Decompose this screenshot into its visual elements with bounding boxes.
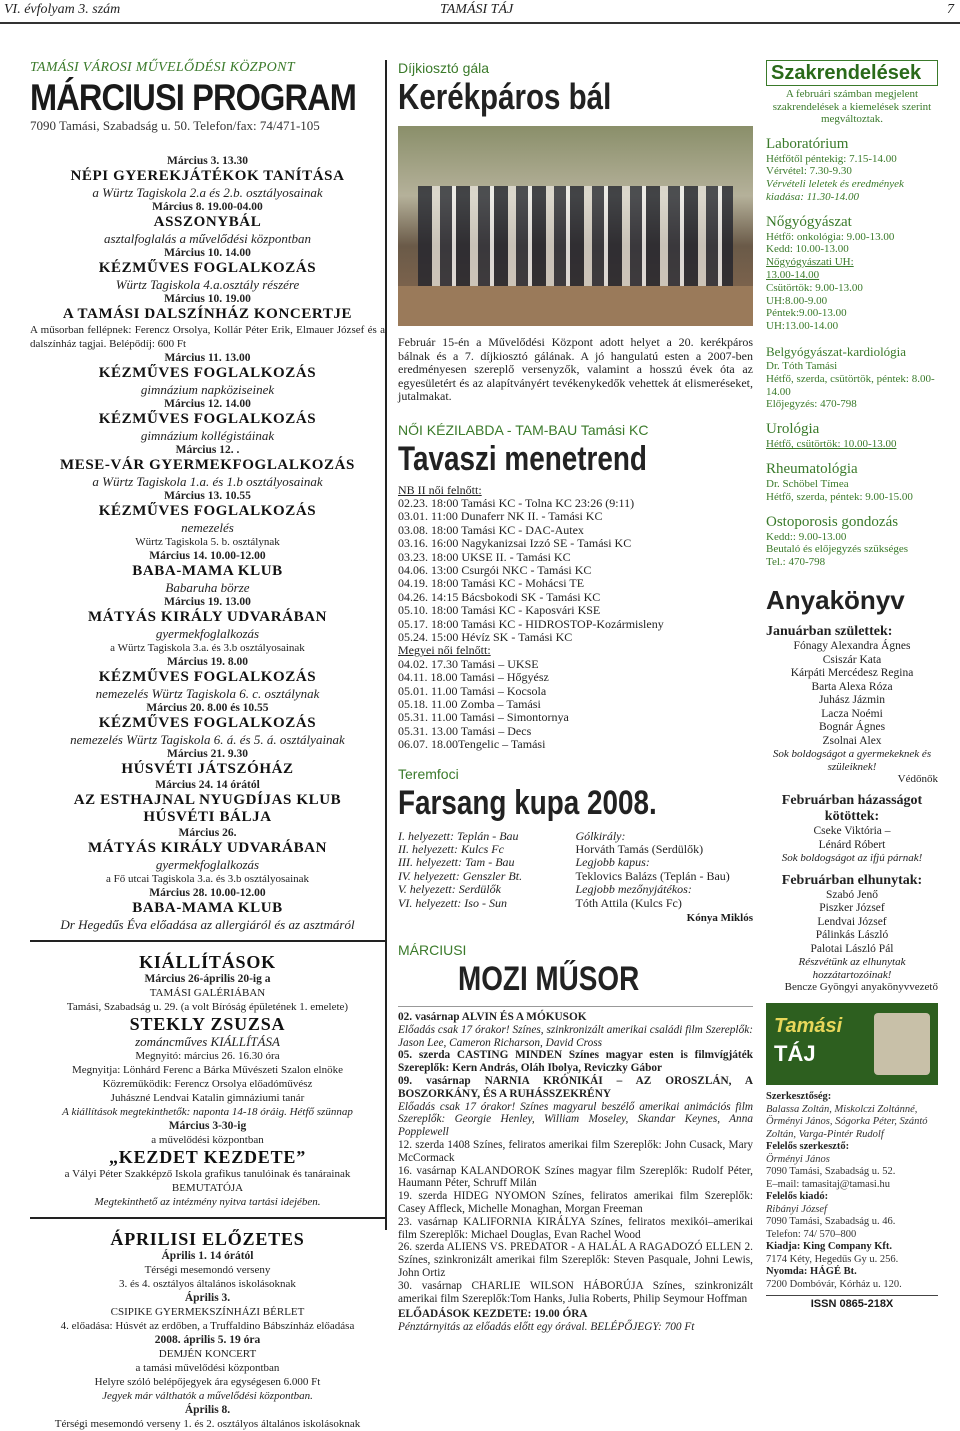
- clinic-hours: [766, 438, 938, 451]
- event-sub: Würtz Tagiskola 5. b. osztálynak: [135, 536, 280, 548]
- event-date: Március 20. 8.00 és 10.55: [146, 702, 269, 714]
- event-sub: nemezelés: [181, 520, 234, 535]
- match-row: 05.31. 13.00 Tamási – Decs: [398, 723, 532, 738]
- clinic-box: [766, 60, 938, 86]
- event-sub: gyermekfoglalkozás: [155, 857, 260, 872]
- event-sub: a Vályi Péter Szakképző Iskola grafikus tanulóinak és tanárainak: [64, 1168, 351, 1180]
- hours-line: UH:13.00-14.00: [766, 320, 839, 333]
- clinic-heading: Nőgyógyászat: [766, 213, 852, 230]
- event-date: Április 3.: [184, 1292, 231, 1304]
- marriages-wish: Sok boldogságot az ifjú párnak!: [781, 852, 923, 865]
- film-title: 30. vasárnap CHARLIE WILSON HÁBORÚJA Színes, szinkronizált amerikai film Szereplők:Tom Hanks, Julia Roberts, Philip Seymour Hoffman: [398, 1279, 753, 1305]
- event-title: MÁTYÁS KIRÁLY UDVARÁBAN: [87, 840, 328, 856]
- film-title: 02. vasárnap ALVIN ÉS A MÓKUSOK: [398, 1011, 587, 1024]
- hours-line: Kedd:: 9.00-13.00: [766, 530, 847, 543]
- imp-value: 7200 Dombóvár, Kórház u. 120.: [766, 1278, 902, 1290]
- births-list: [766, 640, 938, 748]
- hours-line: Péntek:9.00-13.00: [766, 307, 847, 320]
- name-line: Lacza Noémi: [821, 707, 883, 720]
- match-row: 04.02. 17.30 Tamási – UKSE: [398, 656, 539, 671]
- event-sub: Tamási, Szabadság u. 29. (a volt Bíróság épületének 1. emelete): [66, 1001, 349, 1013]
- event-title: KÉZMŰVES FOGLALKOZÁS: [98, 715, 317, 731]
- hours-line: Csütörtök: 9.00-13.00: [766, 281, 863, 294]
- event-date: Március 10. 19.00: [164, 293, 251, 305]
- film-title: 23. vasárnap KALIFORNIA KIRÁLYA Színes, feliratos mexikói–amerikai film Szereplők: Michael Douglas, Evan Rachel Wood: [398, 1215, 753, 1241]
- placement: IV. helyezett: Genszler Bt.: [398, 868, 523, 883]
- award-value: Tóth Attila (Kulcs Fc): [575, 895, 682, 910]
- clinic-hours: [766, 478, 938, 504]
- april-heading: ÁPRILISI ELŐZETES: [110, 1229, 305, 1249]
- event-sub: asztalfoglalás a művelődési központban: [104, 231, 311, 246]
- match-row: 03.01. 11:00 Dunaferr NK II. - Tamási KC: [398, 509, 603, 524]
- event-date: Március 3-30-ig: [168, 1120, 247, 1132]
- event-sub: Térségi mesemondó verseny: [144, 1264, 271, 1276]
- logo-text: TÁJ: [774, 1041, 816, 1067]
- hours-line: Vérvételi leletek és eredmények kiadása: 11.30-14.00: [766, 178, 904, 203]
- gala-title: Kerékpáros bál: [398, 76, 612, 117]
- clinic-heading: Laboratórium: [766, 135, 849, 152]
- event-sub: CSIPIKE GYERMEKSZÍNHÁZI BÉRLET: [110, 1306, 305, 1318]
- imp-value: Örményi János: [766, 1153, 830, 1165]
- match-row: 06.07. 18.00Tengelic – Tamási: [398, 737, 546, 752]
- name-line: Barta Alexa Róza: [811, 680, 893, 693]
- match-row: 04.06. 13:00 Csurgói NKC - Tamási KC: [398, 562, 592, 577]
- imp-value: E–mail: tamasitaj@tamasi.hu: [766, 1178, 890, 1190]
- handball-title: Tavaszi menetrend: [398, 439, 647, 478]
- futsal-author: Kónya Miklós: [686, 912, 753, 925]
- magazine-title: TAMÁSI TÁJ: [440, 2, 514, 17]
- gala-label: Díjkiosztó gála: [398, 60, 490, 76]
- clinic-heading: Rheumatológia: [766, 461, 858, 478]
- match-row: 03.23. 18:00 UKSE II. - Tamási KC: [398, 549, 571, 564]
- event-date: 2008. április 5. 19 óra: [154, 1334, 261, 1346]
- name-line: Kárpáti Mercédesz Regina: [790, 667, 914, 680]
- event-title: „KEZDET KEZDETE”: [108, 1147, 307, 1167]
- program-title: MÁRCIUSI PROGRAM: [30, 77, 356, 118]
- hours-line: 13.00-14.00: [766, 269, 820, 282]
- imp-label: Nyomda: HÁGÉ Bt.: [766, 1266, 857, 1278]
- event-title: KÉZMŰVES FOGLALKOZÁS: [98, 260, 317, 276]
- name-line: Lénárd Róbert: [818, 838, 886, 851]
- event-sub: BEMUTATÓJA: [171, 1182, 244, 1194]
- cinema-label: MÁRCIUSI: [398, 942, 467, 959]
- event-title: HÚSVÉTI JÁTSZÓHÁZ: [121, 761, 294, 777]
- name-line: Csiszár Kata: [822, 653, 882, 666]
- event-title: BABA-MAMA KLUB: [132, 900, 283, 916]
- event-title: STEKLY ZSUZSA: [129, 1014, 286, 1034]
- imp-value: 7090 Tamási, Szabadság u. 46.: [766, 1216, 896, 1228]
- match-row: 05.24. 15:00 Hévíz SK - Tamási KC: [398, 629, 573, 644]
- header-divider: [0, 22, 960, 24]
- gala-caption: Február 15-én a Művelődési Központ adott helyet a 20. kerékpáros bálnak és a 7. díjkiosztó gálának. A jó hangulatú esten a 2007-ben eredményesen szereplő versenyzők, valamint a hosszú évek óta az egyesületért és az alapítványért tevékenykedők vehettek át elismeréseket, jutalmakat.: [398, 335, 753, 403]
- event-sub: Helyre szóló belépőjegyek ára egységesen 6.000 Ft: [94, 1376, 321, 1388]
- placement: III. helyezett: Tam - Bau: [398, 855, 515, 870]
- page-header: [0, 0, 960, 22]
- match-row: 04.26. 14:15 Bácsbokodi SK - Tamási KC: [398, 589, 601, 604]
- event-sub: zománcműves KIÁLLÍTÁSA: [135, 1034, 280, 1049]
- clinic-heading: Urológia: [766, 421, 820, 438]
- event-sub: DEMJÉN KONCERT: [158, 1348, 257, 1360]
- hours-line: Tel.: 470-798: [766, 556, 826, 569]
- event-date: Március 10. 14.00: [164, 247, 251, 259]
- hours-line: Beutaló és előjegyzés szükséges: [766, 543, 909, 556]
- org-name: TAMÁSI VÁROSI MŰVELŐDÉSI KÖZPONT: [30, 60, 295, 75]
- imp-value: Ribányi József: [766, 1203, 827, 1215]
- event-date: Március 8. 19.00-04.00: [152, 201, 263, 213]
- event-sub: a Würtz Tagiskola 2.a és 2.b. osztályosainak: [92, 185, 323, 200]
- match-row: 05.18. 11.00 Zomba – Tamási: [398, 697, 541, 711]
- event-title: A TAMÁSI DALSZÍNHÁZ KONCERTJE: [62, 306, 353, 322]
- event-sub: nemezelés Würtz Tagiskola 6. á. és 5. á. osztályainak: [70, 732, 345, 747]
- placement: V. helyezett: Serdülők: [398, 882, 501, 897]
- logo-text: Tamási: [774, 1015, 843, 1038]
- magazine-logo: [766, 1003, 938, 1085]
- event-date: Március 11. 13.00: [164, 352, 251, 364]
- event-title: ASSZONYBÁL: [153, 214, 262, 230]
- event-sub: A műsorban fellépnek: Ferencz Orsolya, Kollár Péter Erik, Elmauer József és a dalszínház tagjai. Belépődíj: 600 Ft: [30, 324, 385, 350]
- clinic-heading: Belgyógyászat-kardiológia: [766, 344, 907, 360]
- hours-line: Dr. Tóth Tamási: [766, 360, 838, 373]
- hours-line: Hétfő: onkológia: 9.00-13.00: [766, 230, 895, 243]
- award-value: Horváth Tamás (Serdülők): [575, 842, 704, 857]
- event-title: AZ ESTHAJNAL NYUGDÍJAS KLUB: [73, 792, 342, 808]
- event-sub: gimnázium kollégistáinak: [140, 428, 275, 443]
- name-line: Palotai László Pál: [810, 942, 894, 955]
- event-sub: A kiállítások megtekinthetők: naponta 14-18 óráig. Hétfő szünnap: [62, 1106, 353, 1118]
- cinema-title: MOZI MŰSOR: [458, 960, 640, 999]
- match-row: 05.31. 11.00 Tamási – Simontornya: [398, 710, 569, 725]
- imp-label: Kiadja: King Company Kft.: [766, 1241, 893, 1253]
- event-date: Március 24. 14 órától: [155, 779, 260, 791]
- film-title: 05. szerda CASTING MINDEN Színes magyar esten is filmvígjáték Szereplők: Kern András, Oláh Ibolya, Reviczky Gábor: [398, 1049, 753, 1075]
- schedule-heading: NB II női felnőtt:: [398, 482, 482, 497]
- event-title: HÚSVÉTI BÁLJA: [143, 809, 272, 825]
- name-line: Pálinkás László: [815, 929, 889, 942]
- exhibitions-heading: KIÁLLÍTÁSOK: [139, 952, 276, 972]
- cinema-program: [398, 1011, 753, 1334]
- event-title: KÉZMŰVES FOGLALKOZÁS: [98, 411, 317, 427]
- event-title: MESE-VÁR GYERMEKFOGLALKOZÁS: [60, 457, 355, 473]
- exhibitions: [30, 952, 385, 1209]
- clinic-heading: Ostoporosis gondozás: [766, 513, 899, 530]
- imp-value: 7174 Kéty, Hegedűs Gy u. 256.: [766, 1253, 899, 1265]
- event-date: Március 19. 13.00: [164, 596, 251, 608]
- event-date: Március 12. 14.00: [164, 398, 251, 410]
- film-title: 09. vasárnap NARNIA KRÓNIKÁI – AZ OROSZLÁN, A BOSZORKÁNY, ÉS A RUHÁSSZEKRÉNY: [398, 1075, 753, 1100]
- clinic-title: Szakrendelések: [771, 62, 922, 84]
- march-program-column: [30, 60, 385, 1430]
- impressum: [766, 1091, 938, 1291]
- issn: ISSN 0865-218X: [766, 1295, 938, 1310]
- hours-line: Előjegyzés: 470-798: [766, 398, 857, 411]
- page-number: 7: [947, 2, 954, 17]
- film-title: 19. szerda HIDEG NYOMON Színes, feliratos amerikai film Szereplők: Casey Affleck, Michelle Monaghan, Morgan Freeman: [398, 1190, 753, 1216]
- match-row: 03.16. 16:00 Nagykanizsai Izzó SE - Tamási KC: [398, 536, 632, 551]
- marriages-heading: Februárban házasságot kötöttek:: [781, 793, 923, 825]
- event-sub: Közreműködik: Ferencz Orsolya előadóművész: [102, 1078, 313, 1090]
- event-date: Április 8.: [184, 1404, 231, 1416]
- imp-label: Szerkesztőség:: [766, 1091, 832, 1103]
- schedule-heading: Megyei női felnőtt:: [398, 643, 491, 658]
- event-sub: a művelődési központban: [151, 1134, 264, 1146]
- event-date: Március 13. 10.55: [164, 490, 251, 502]
- hours-line: Hétfő, szerda, csütörtök, péntek: 8.00-14.00: [766, 372, 935, 398]
- clinic-hours: [766, 153, 938, 204]
- event-title: KÉZMŰVES FOGLALKOZÁS: [98, 669, 317, 685]
- hours-line: Hétfő, szerda, péntek: 9.00-15.00: [766, 490, 913, 503]
- imp-value: 7090 Tamási, Szabadság u. 52.: [766, 1166, 896, 1178]
- handball-schedule: [398, 484, 753, 752]
- match-row: 05.17. 18:00 Tamási KC - HIDROSTOP-Kozármisleny: [398, 616, 664, 631]
- event-sub: 4. előadása: Húsvét az erdőben, a Truffaldino Bábszínház előadása: [60, 1320, 355, 1332]
- births-heading: Januárban születtek:: [766, 624, 893, 640]
- deaths-wish: Részvétünk az elhunytak hozzátartozóinak!: [798, 956, 906, 981]
- name-line: Juhász Jázmin: [818, 694, 886, 707]
- imp-value: Balassa Zoltán, Miskolczi Zoltánné, Örményi János, Sógorka Péter, Szántó Zoltán, Varga-Pintér Rudolf: [766, 1103, 928, 1140]
- match-row: 04.19. 18:00 Tamási KC - Mohácsi TE: [398, 576, 585, 591]
- event-sub: a Würtz Tagiskola 3.a. és 3.b osztályosainak: [110, 642, 305, 654]
- name-line: Fónagy Alexandra Ágnes: [793, 640, 911, 653]
- clinic-intro: A februári számban megjelent szakrendelések a kiemelések szerint megváltoztak.: [772, 88, 932, 125]
- deaths-heading: Februárban elhunytak:: [781, 872, 923, 888]
- film-info: Előadás csak 17 órakor! Színes, szinkronizált amerikai családi film Szereplők: Jason Lee, Cameron Richarson, David Cross: [398, 1023, 753, 1049]
- film-title: 26. szerda ALIENS VS. PREDATOR - A HALÁL A RAGADOZÓ ELLEN 2. Színes, szinkronizált amerikai film Szereplők: Steven Pasquale, Johni Lewis, John Ortiz: [398, 1241, 753, 1279]
- deaths-signature: Bencze Gyöngyi anyakönyvvezető: [784, 981, 938, 994]
- event-title: KÉZMŰVES FOGLALKOZÁS: [98, 365, 317, 381]
- event-sub: Megnyitó: március 26. 16.30 óra: [135, 1050, 280, 1062]
- match-row: 05.10. 18:00 Tamási KC - Kaposvári KSE: [398, 603, 601, 618]
- match-row: 03.08. 18:00 Tamási KC - DAC-Autex: [398, 522, 584, 537]
- org-address: 7090 Tamási, Szabadság u. 50. Telefon/fax: 74/471-105: [30, 118, 320, 133]
- issue-label: VI. évfolyam 3. szám: [4, 2, 121, 17]
- hours-line: UH:8.00-9.00: [766, 294, 828, 307]
- event-date: Március 19. 8.00: [167, 656, 248, 668]
- name-line: Bognár Ágnes: [818, 721, 886, 734]
- event-sub: Térségi mesemondó verseny 1. és 2. osztályos általános iskolásoknak: [54, 1418, 361, 1430]
- placement: II. helyezett: Kulcs Fc: [398, 842, 504, 857]
- deaths-list: [766, 889, 938, 957]
- event-sub: nemezelés Würtz Tagiskola 6. c. osztálynak: [95, 686, 320, 701]
- right-column: [766, 60, 938, 1350]
- event-sub: TAMÁSI GALÉRIÁBAN: [149, 987, 266, 999]
- hours-line: Hétfőtől péntekig: 7.15-14.00: [766, 152, 897, 165]
- column-divider: [385, 60, 387, 1230]
- event-sub: a tamási művelődési központban: [135, 1362, 280, 1374]
- hours-line: Kedd: 10.00-13.00: [766, 243, 849, 256]
- imp-value: Telefon: 74/ 570–800: [766, 1228, 857, 1240]
- hours-line: Nőgyógyászati UH:: [766, 256, 854, 269]
- name-line: Zsolnai Alex: [822, 734, 882, 747]
- middle-column: [398, 60, 753, 1350]
- award-value: Teklovics Balázs (Teplán - Bau): [575, 868, 730, 883]
- cinema-start-time: ELŐADÁSOK KEZDETE: 19.00 ÓRA: [398, 1308, 588, 1321]
- event-date: Március 21. 9.30: [167, 748, 248, 760]
- event-sub: a Fő utcai Tagiskola 3.a. és 3.b osztályosainak: [105, 873, 310, 885]
- handball-label: NŐI KÉZILABDA - TAM-BAU Tamási KC: [398, 421, 649, 438]
- hours-line: Dr. Schöbel Tímea: [766, 478, 849, 491]
- clinic-hours: [766, 531, 938, 569]
- event-date: Március 26-április 20-ig a: [144, 973, 271, 985]
- event-date: Március 14. 10.00-12.00: [149, 550, 266, 562]
- name-line: Cseke Viktória –: [813, 825, 891, 838]
- match-row: 02.23. 18:00 Tamási KC - Tolna KC 23:26 (9:11): [398, 495, 635, 510]
- futsal-results: [398, 830, 753, 910]
- cinema-ticket-info: Pénztárnyitás az előadás előtt egy órával. BELÉPŐJEGY: 700 Ft: [398, 1321, 695, 1334]
- event-sub: gimnázium napköziseinek: [140, 382, 275, 397]
- placement: I. helyezett: Teplán - Bau: [398, 828, 519, 843]
- marriages-list: [766, 825, 938, 852]
- hours-line: Hétfő, csütörtök: 10.00-13.00: [766, 438, 897, 451]
- event-sub: Dr Hegedűs Éva előadása az allergiáról és az asztmáról: [60, 917, 355, 932]
- program-list: [30, 154, 385, 932]
- event-sub: Babaruha börze: [165, 580, 250, 595]
- event-sub: Megnyitja: Lönhárd Ferenc a Bárka Művészeti Szalon elnöke: [72, 1064, 343, 1076]
- clinic-hours: [766, 360, 938, 411]
- award-label: Gólkirály:: [575, 828, 626, 843]
- event-sub: Würtz Tagiskola 4.a.osztály részére: [115, 277, 300, 292]
- event-sub: Juhászné Lendvai Katalin gimnáziumi tanár: [110, 1092, 305, 1104]
- section-divider: [30, 940, 385, 942]
- building-icon: [874, 1013, 930, 1075]
- event-sub: 3. és 4. osztályos általános iskolásoknak: [119, 1278, 296, 1290]
- match-row: 04.11. 18.00 Tamási – Hőgyész: [398, 670, 549, 685]
- clinic-hours: [766, 231, 938, 333]
- event-date: Március 26.: [178, 827, 237, 839]
- film-title: 12. szerda 1408 Színes, feliratos amerikai film Szereplők: John Cusack, Mary McCormack: [398, 1139, 753, 1164]
- event-sub: a Würtz Tagiskola 1.a. és 1.b osztályosainak: [92, 474, 323, 489]
- award-label: Legjobb mezőnyjátékos:: [575, 882, 692, 897]
- award-label: Legjobb kapus:: [575, 855, 650, 870]
- imp-label: Felelős kiadó:: [766, 1191, 829, 1203]
- event-title: KÉZMŰVES FOGLALKOZÁS: [98, 503, 317, 519]
- births-signature: Védőnők: [897, 773, 938, 786]
- name-line: Szabó Jenő: [825, 888, 879, 901]
- event-date: Április 1. 14 órától: [161, 1250, 254, 1262]
- name-line: Lendvai József: [817, 915, 887, 928]
- event-sub: gyermekfoglalkozás: [155, 626, 260, 641]
- event-title: NÉPI GYEREKJÁTÉKOK TANÍTÁSA: [70, 168, 345, 184]
- event-sub: Jegyek már válthatók a művelődési központban.: [102, 1390, 313, 1402]
- name-line: Piszker József: [819, 902, 885, 915]
- event-title: MÁTYÁS KIRÁLY UDVARÁBAN: [87, 609, 328, 625]
- gala-photo: [398, 126, 753, 326]
- match-row: 05.01. 11.00 Tamási – Kocsola: [398, 683, 547, 698]
- event-date: Március 28. 10.00-12.00: [149, 887, 266, 899]
- births-wish: Sok boldogságot a gyermekeknek és szüleiknek!: [772, 748, 932, 773]
- futsal-label: Teremfoci: [398, 765, 459, 782]
- film-info: Előadás csak 17 órakor! Színes magyarul beszélő amerikai animációs film Szereplők: Georgie Henley, William Moseley, Skandar Keynes, Anna Popplewell: [398, 1100, 753, 1139]
- hours-line: Vérvétel: 7.30-9.30: [766, 165, 852, 178]
- event-sub: Megtekinthető az intézmény nyitva tartási idejében.: [94, 1196, 321, 1208]
- imp-label: Felelős szerkesztő:: [766, 1141, 850, 1153]
- registry-title: Anyakönyv: [766, 585, 905, 616]
- event-date: Március 3. 13.30: [167, 155, 248, 167]
- event-date: Március 12. .: [175, 444, 240, 456]
- section-divider: [30, 1217, 385, 1219]
- april-preview: [30, 1229, 385, 1431]
- event-title: BABA-MAMA KLUB: [132, 563, 283, 579]
- placement: VI. helyezett: Iso - Sun: [398, 895, 507, 910]
- film-title: 16. vasárnap KALANDOROK Színes magyar film Szereplők: Rudolf Péter, Haumann Péter, Schruff Milán: [398, 1164, 753, 1190]
- futsal-title: Farsang kupa 2008.: [398, 783, 657, 822]
